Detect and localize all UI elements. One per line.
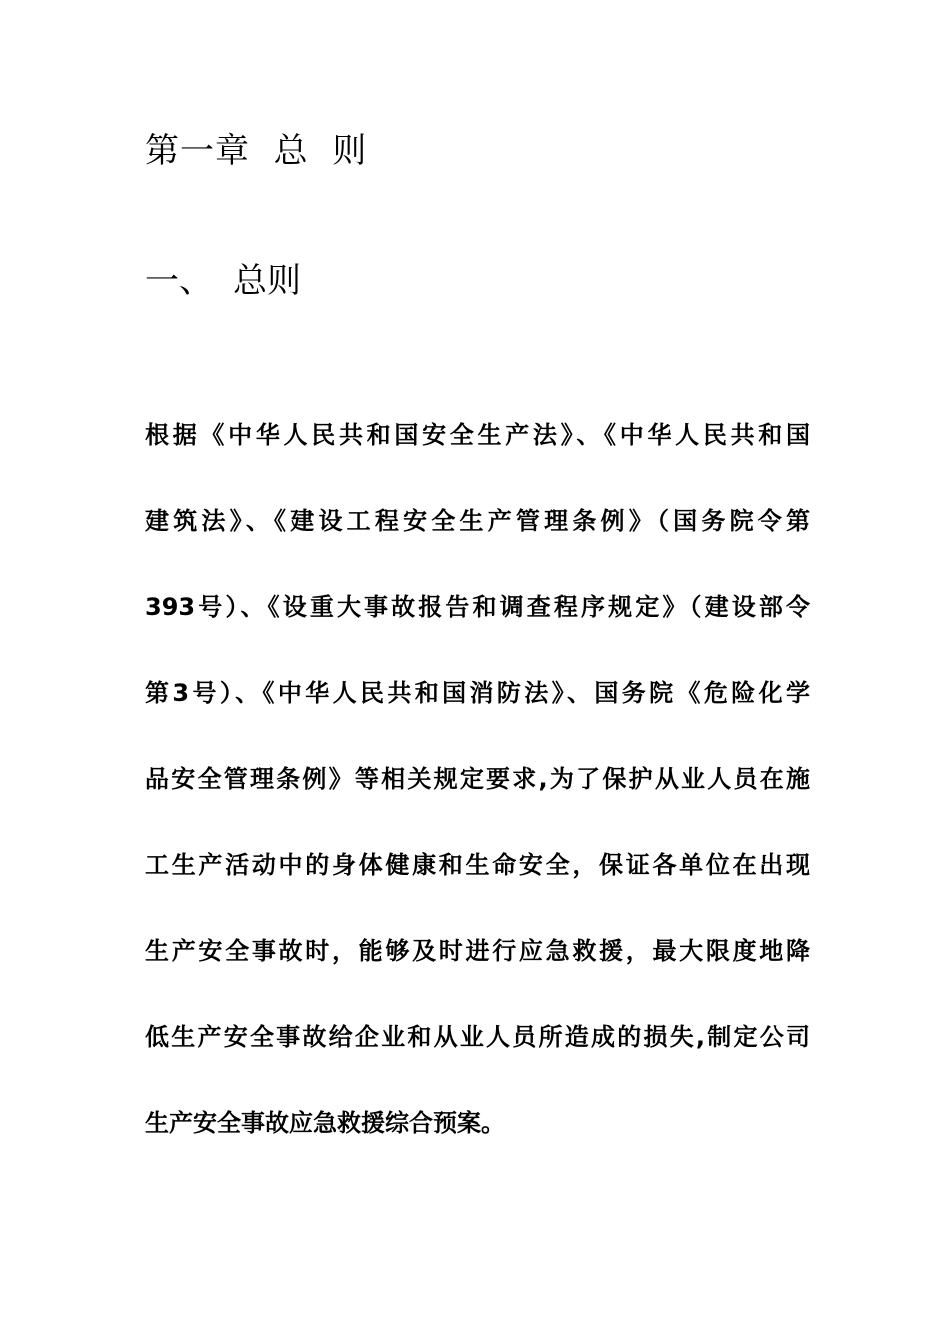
paragraph-line: 393号）、《设重大事故报告和调查程序规定》（建设部令 xyxy=(145,593,810,621)
paragraph-line: 工生产活动中的身体健康和生命安全，保证各单位在出现 xyxy=(145,851,810,879)
paragraph-line: 第3号）、《中华人民共和国消防法》、国务院《危险化学 xyxy=(145,679,810,707)
paragraph-line: 建筑法》、《建设工程安全生产管理条例》（国务院令第 xyxy=(145,507,810,535)
section-number: 一、 xyxy=(145,261,213,301)
body-paragraph xyxy=(145,392,810,1166)
paragraph-line: 生产安全事故应急救援综合预案。 xyxy=(145,1109,505,1137)
section-title: 总则 xyxy=(233,261,301,301)
paragraph-line: 品安全管理条例》等相关规定要求,为了保护从业人员在施 xyxy=(145,765,810,793)
paragraph-line: 低生产安全事故给企业和从业人员所造成的损失,制定公司 xyxy=(145,1023,810,1051)
section-heading xyxy=(145,256,301,306)
chapter-title: 第一章 总 则 xyxy=(145,131,368,171)
paragraph-line: 生产安全事故时，能够及时进行应急救援，最大限度地降 xyxy=(145,937,810,965)
paragraph-line: 根据《中华人民共和国安全生产法》、《中华人民共和国 xyxy=(145,421,810,449)
